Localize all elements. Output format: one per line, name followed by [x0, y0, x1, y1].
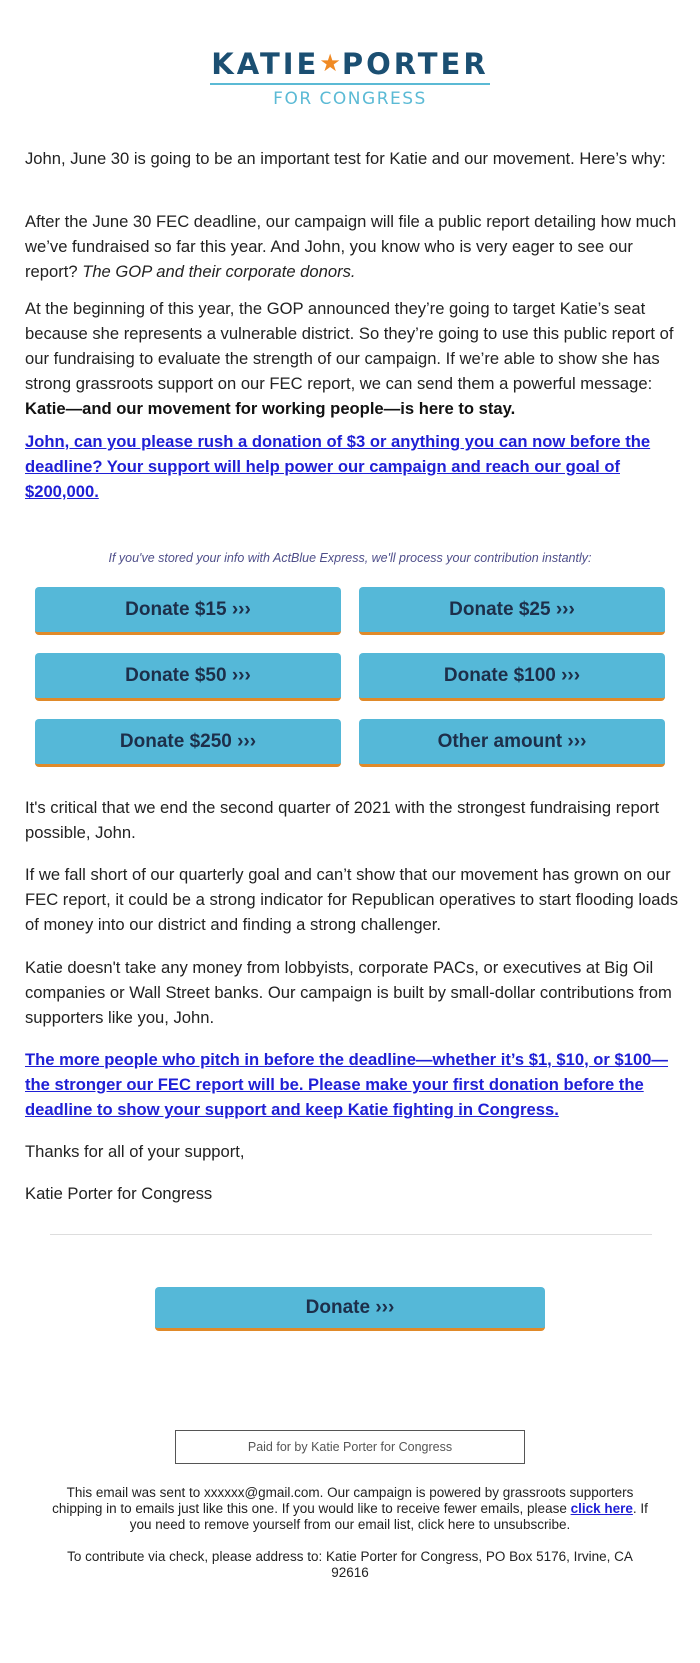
footer-notice-post: . If you need to remove yourself from our email list, click here to unsubscribe.	[129, 1501, 648, 1532]
body-paragraph-intro: John, June 30 is going to be an important test for Katie and our movement. Here’s why:	[25, 149, 666, 168]
logo-name-left: KATIE	[211, 47, 320, 81]
donate-25-button[interactable]: Donate $25 ›››	[359, 587, 665, 635]
signature: Katie Porter for Congress	[25, 1184, 213, 1203]
donate-ask-link[interactable]: John, can you please rush a donation of $3 or anything you can now before the deadline? Your support will help power our campaign and reach our goal of $200,000.	[25, 432, 651, 501]
body-paragraph-report	[25, 209, 685, 284]
footer-mailing-address: To contribute via check, please address to: Katie Porter for Congress, PO Box 5176, Irvine, CA 92616	[67, 1549, 633, 1580]
footer-email-notice	[50, 1485, 650, 1533]
paid-for-disclaimer: Paid for by Katie Porter for Congress	[175, 1430, 525, 1464]
body-paragraph-shortfall: If we fall short of our quarterly goal and can’t show that our movement has grown on our FEC report, it could be a strong indicator for Republican operatives to start flooding loads of money into our district and finding a strong challenger.	[25, 865, 679, 934]
donate-50-button[interactable]: Donate $50 ›››	[35, 653, 341, 701]
section-divider	[50, 1234, 652, 1235]
logo-subtitle: FOR CONGRESS	[273, 89, 427, 109]
star-icon: ★	[319, 49, 342, 77]
logo-name-right: PORTER	[341, 47, 489, 81]
gop-bold-message: Katie—and our movement for working people—is here to stay.	[25, 399, 516, 418]
footer-notice-pre: This email was sent to xxxxxx@gmail.com. Our campaign is powered by grassroots supporters chipping in to emails just like this one. If you would like to receive fewer emails, please	[52, 1485, 634, 1516]
campaign-logo	[0, 46, 700, 110]
body-paragraph-gop	[25, 296, 685, 421]
report-italic: The GOP and their corporate donors.	[82, 262, 356, 281]
pitch-in-link[interactable]: The more people who pitch in before the deadline—whether it’s $1, $10, or $100—the stronger our FEC report will be. Please make your first donation before the deadline to show your support and keep Katie fighting in Congress.	[25, 1050, 669, 1119]
fewer-emails-link[interactable]: click here	[570, 1501, 633, 1516]
logo-wordmark	[210, 46, 489, 85]
donate-other-amount-button[interactable]: Other amount ›››	[359, 719, 665, 767]
donate-100-button[interactable]: Donate $100 ›››	[359, 653, 665, 701]
body-paragraph-critical: It's critical that we end the second quarter of 2021 with the strongest fundraising report possible, John.	[25, 798, 660, 842]
donate-15-button[interactable]: Donate $15 ›››	[35, 587, 341, 635]
gop-text: At the beginning of this year, the GOP announced they’re going to target Katie’s seat because she represents a vulnerable district. So they’re going to use this public report of our fundraising to evaluate the strength of our campaign. If we’re able to show she has strong grassroots support on our FEC report, we can send them a powerful message:	[25, 299, 674, 393]
actblue-express-note: If you've stored your info with ActBlue Express, we'll process your contribution instantly:	[108, 551, 592, 565]
donate-bottom-button[interactable]: Donate ›››	[155, 1287, 545, 1331]
thanks-line: Thanks for all of your support,	[25, 1142, 245, 1161]
donate-250-button[interactable]: Donate $250 ›››	[35, 719, 341, 767]
report-text: After the June 30 FEC deadline, our campaign will file a public report detailing how much we’ve fundraised so far this year. And John, you know who is very eager to see our report?	[25, 212, 677, 281]
body-paragraph-no-pac: Katie doesn't take any money from lobbyists, corporate PACs, or executives at Big Oil companies or Wall Street banks. Our campaign is built by small-dollar contributions from supporters like you, John.	[25, 958, 672, 1027]
